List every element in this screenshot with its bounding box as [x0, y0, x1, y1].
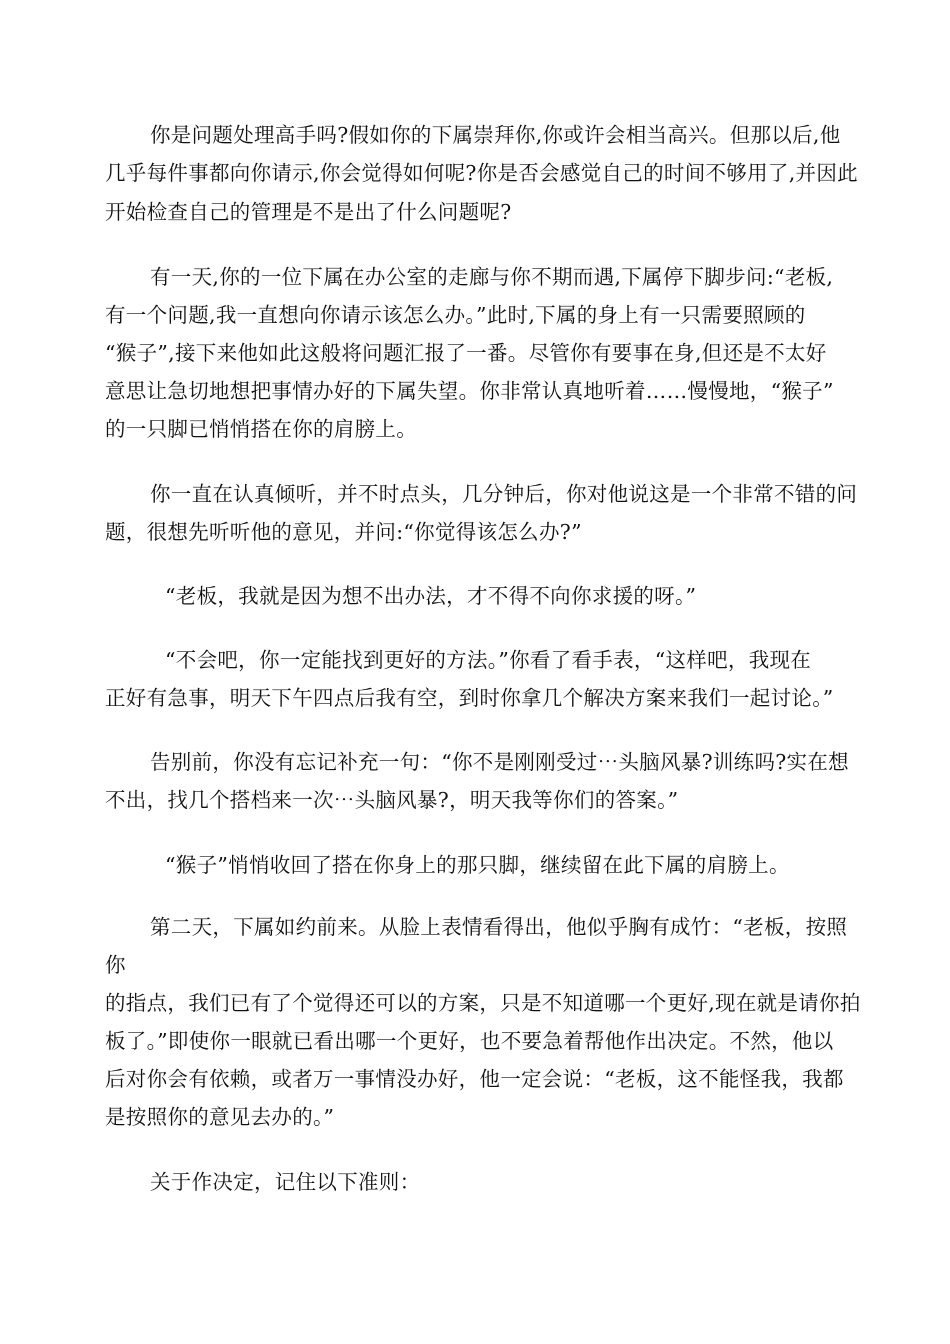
paragraph-8-line-3: 的指点，我们已有了个觉得还可以的方案，只是不知道哪一个更好,现在就是请你拍 — [105, 991, 861, 1015]
paragraph-8-line-4: 板了。”即使你一眼就已看出哪一个更好，也不要急着帮他作出决定。不然，他以 — [105, 1029, 834, 1053]
paragraph-4-line-1: “老板，我就是因为想不出办法，才不得不向你求援的呀。” — [165, 584, 697, 608]
paragraph-2-line-1: 有一天,你的一位下属在办公室的走廊与你不期而遇,下属停下脚步问:“老板, — [150, 265, 834, 289]
paragraph-9-line-1: 关于作决定，记住以下准则： — [150, 1170, 421, 1194]
paragraph-7-line-1: “猴子”悄悄收回了搭在你身上的那只脚，继续留在此下属的肩膀上。 — [165, 853, 790, 877]
paragraph-1-line-3: 开始检查自己的管理是不是出了什么问题呢? — [105, 200, 512, 224]
paragraph-1-line-2: 几乎每件事都向你请示,你会觉得如何呢?你是否会感觉自己的时间不够用了,并因此 — [105, 161, 858, 185]
paragraph-3-line-2: 题，很想先听听他的意见，并问:“你觉得该怎么办?” — [105, 520, 582, 544]
paragraph-6-line-2: 不出，找几个搭档来一次⋯头脑风暴?，明天我等你们的答案。” — [105, 788, 679, 812]
paragraph-8-line-5: 后对你会有依赖，或者万一事情没办好，他一定会说：“老板，这不能怪我，我都 — [105, 1067, 844, 1091]
paragraph-2-line-4: 意思让急切地想把事情办好的下属失望。你非常认真地听着……慢慢地，“猴子” — [105, 379, 834, 403]
paragraph-6-line-1: 告别前，你没有忘记补充一句：“你不是刚刚受过⋯头脑风暴?训练吗?实在想 — [150, 750, 849, 774]
paragraph-5-line-2: 正好有急事，明天下午四点后我有空，到时你拿几个解决方案来我们一起讨论。” — [105, 686, 834, 710]
paragraph-2-line-3: “猴子”,接下来他如此这般将问题汇报了一番。尽管你有要事在身,但还是不太好 — [105, 341, 827, 365]
paragraph-2-line-2: 有一个问题,我一直想向你请示该怎么办。”此时,下属的身上有一只需要照顾的 — [105, 303, 806, 327]
paragraph-1-line-1: 你是问题处理高手吗?假如你的下属崇拜你,你或许会相当高兴。但那以后,他 — [150, 123, 841, 147]
paragraph-5-line-1: “不会吧，你一定能找到更好的方法。”你看了看手表，“这样吧，我现在 — [165, 648, 812, 672]
paragraph-2-line-5: 的一只脚已悄悄搭在你的肩膀上。 — [105, 417, 417, 441]
paragraph-8-line-2: 你 — [105, 953, 126, 977]
paragraph-8-line-6: 是按照你的意见去办的。” — [105, 1105, 335, 1129]
paragraph-3-line-1: 你一直在认真倾听，并不时点头，几分钟后，你对他说这是一个非常不错的问 — [150, 482, 858, 506]
paragraph-8-line-1: 第二天，下属如约前来。从脸上表情看得出，他似乎胸有成竹：“老板，按照 — [150, 915, 848, 939]
